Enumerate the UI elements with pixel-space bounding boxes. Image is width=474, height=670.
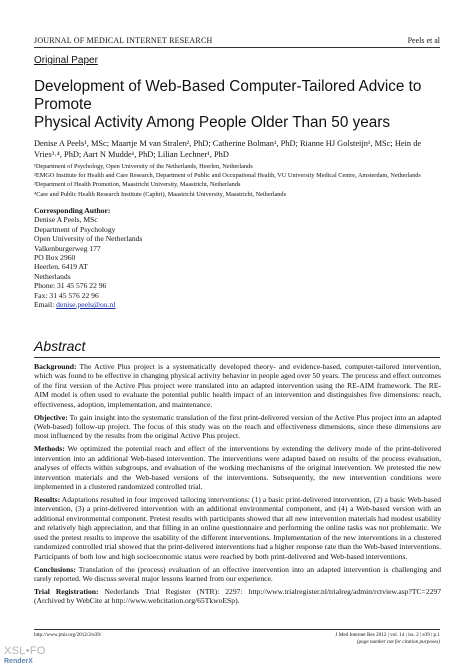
abstract-background-text: The Active Plus project is a systematically developed theory- and evidence-based, computer-tailored intervention, which was found to be effective in changing physical activity behavior in people aged over 50 years. The process and effect outcomes of the first version of the Active Plus project were translated into an adapted intervention using the RE-AIM framework. The RE-AIM model is often used to evaluate the potential public health impact of an intervention and distinguishes five dimensions: reach, effectiveness, adoption, implementation, and maintenance. xyxy=(34,362,441,409)
corresponding-author-label: Corresponding Author: xyxy=(34,206,111,215)
abstract-results xyxy=(34,495,441,561)
affiliation-3: ³Department of Health Promotion, Maastricht University, Maastricht, Netherlands xyxy=(34,181,241,188)
paper-title xyxy=(34,78,444,132)
abstract-trial-registration-text: Nederlands Trial Register (NTR): 2297: http://www.trialregister.nl/trialreg/admin/rctview.asp?TC=2297 (Archived by WebCite at http://www.webcitation.org/65TkwoESp). xyxy=(34,586,442,606)
affiliation-4: ⁴Care and Public Health Research Institute (Caphri), Maastricht University, Maastricht, Netherlands xyxy=(34,191,287,198)
running-head-author: Peels et al xyxy=(407,36,440,45)
footer-note: (page number not for citation purposes) xyxy=(356,638,440,645)
abstract-methods xyxy=(34,444,441,491)
email-line xyxy=(34,300,334,309)
abstract-objective-text: To gain insight into the systematic translation of the first print-delivered version of the Active Plus project into an adapted (Web-based) follow-up project. The focus of this study was on the reach and effectiveness dimensions, since these dimensions are most influenced by the results from the original Active Plus project. xyxy=(34,412,442,441)
abstract-divider xyxy=(34,357,440,358)
abstract-trial-registration xyxy=(34,587,441,606)
footer-citation-block xyxy=(335,632,440,645)
abstract-methods-text: We optimized the potential reach and effect of the interventions by extending the delivery mode of the print-delivered intervention into an additional Web-based intervention. The interventions were adapted based on results of the process evaluation, analyses of effects within subgroups, and evaluation of the working mechanisms of the original intervention. We pretested the new intervention materials and the Web-based versions of the interventions. Subsequently, the new intervention conditions were implemented in a clustered randomized controlled trial. xyxy=(34,444,441,492)
abstract-background-label: Background: xyxy=(34,362,77,371)
paper-type-label: Original Paper xyxy=(34,55,98,66)
logo-renderx-text: RenderX xyxy=(4,658,33,665)
corresponding-line-3: Open University of the Netherlands xyxy=(34,234,143,244)
renderx-logo xyxy=(4,645,44,667)
corresponding-line-6: Heerlen, 6419 AT xyxy=(34,262,88,272)
corresponding-line-8: Phone: 31 45 576 22 96 xyxy=(34,281,107,291)
corresponding-line-2: Department of Psychology xyxy=(34,224,116,234)
corresponding-line-5: PO Box 2960 xyxy=(34,253,76,263)
author-list xyxy=(34,138,444,160)
running-head-journal: JOURNAL OF MEDICAL INTERNET RESEARCH xyxy=(34,36,213,45)
abstract-methods-label: Methods: xyxy=(34,444,65,454)
author-list-line-2: Vries³˒⁴, PhD; Aart N Mudde¹, PhD; Lilian Lechner¹, PhD xyxy=(34,150,229,159)
affiliation-1: ¹Department of Psychology, Open University of the Netherlands, Heerlen, Netherlands xyxy=(34,163,253,170)
paper-title-line-1: Development of Web-Based Computer-Tailored Advice to Promote xyxy=(34,78,422,113)
corresponding-line-9: Fax: 31 45 576 22 96 xyxy=(34,290,99,300)
corresponding-line-4: Valkenburgerweg 177 xyxy=(34,243,101,253)
abstract-objective-label: Objective: xyxy=(34,412,68,422)
abstract-conclusions-text: Translation of the (process) evaluation of an effective intervention into an adapted intervention is challenging and rarely reported. We discuss several major lessons learned from our experience. xyxy=(34,564,441,583)
header-divider xyxy=(34,47,440,48)
email-link[interactable]: denise.peels@ou.nl xyxy=(56,300,116,310)
abstract-objective xyxy=(34,413,441,441)
abstract-conclusions xyxy=(34,565,441,584)
footer-url[interactable]: http://www.jmir.org/2012/2/e39/ xyxy=(34,632,102,638)
abstract-background xyxy=(34,362,441,409)
author-list-line-1: Denise A Peels¹, MSc; Maartje M van Stralen², PhD; Catherine Bolman¹, PhD; Rianne HJ Golsteijn¹, MSc; Hein de xyxy=(34,139,422,148)
logo-xslfo-text: XSL•FO xyxy=(4,645,46,657)
abstract-body xyxy=(34,362,441,609)
abstract-heading: Abstract xyxy=(34,338,86,354)
affiliation-2: ²EMGO Institute for Health and Care Research, Department of Public and Occupational Health, VU University Medical Centre, Amsterdam, Netherlands xyxy=(34,172,421,179)
footer-divider xyxy=(34,629,440,630)
abstract-results-label: Results: xyxy=(34,495,61,505)
corresponding-line-7: Netherlands xyxy=(34,271,71,281)
abstract-trial-registration-label: Trial Registration: xyxy=(34,586,99,596)
email-label: Email: xyxy=(34,300,55,310)
abstract-conclusions-label: Conclusions: xyxy=(34,564,76,574)
abstract-results-text: Adaptations resulted in four improved tailoring interventions: (1) a basic print-delivered intervention, (2) a basic Web-based intervention, (3) a print-delivered intervention with an additional environmental component, and (4) a Web-based version with an additional environmental component. Pretest results with participants showed that all new intervention materials had modest usability and relatively high appreciation, and that filling in an online questionnaire and performing the online tasks was not problematic. We used the pretest results to improve the usability of the different interventions. Implementation of the new interventions in a clustered randomized controlled trial showed that the print-delivered interventions had a higher response rate than the Web-based interventions. Participants of both low and high socioeconomic status were reached by both print-delivered and Web-based interventions. xyxy=(34,495,441,561)
corresponding-author-block xyxy=(34,181,334,310)
corresponding-line-1: Denise A Peels, MSc xyxy=(34,215,98,225)
footer-citation: J Med Internet Res 2012 | vol. 14 | iss. 2 | e39 | p.1 xyxy=(335,632,440,638)
paper-title-line-2: Physical Activity Among People Older Than 50 years xyxy=(34,114,390,131)
